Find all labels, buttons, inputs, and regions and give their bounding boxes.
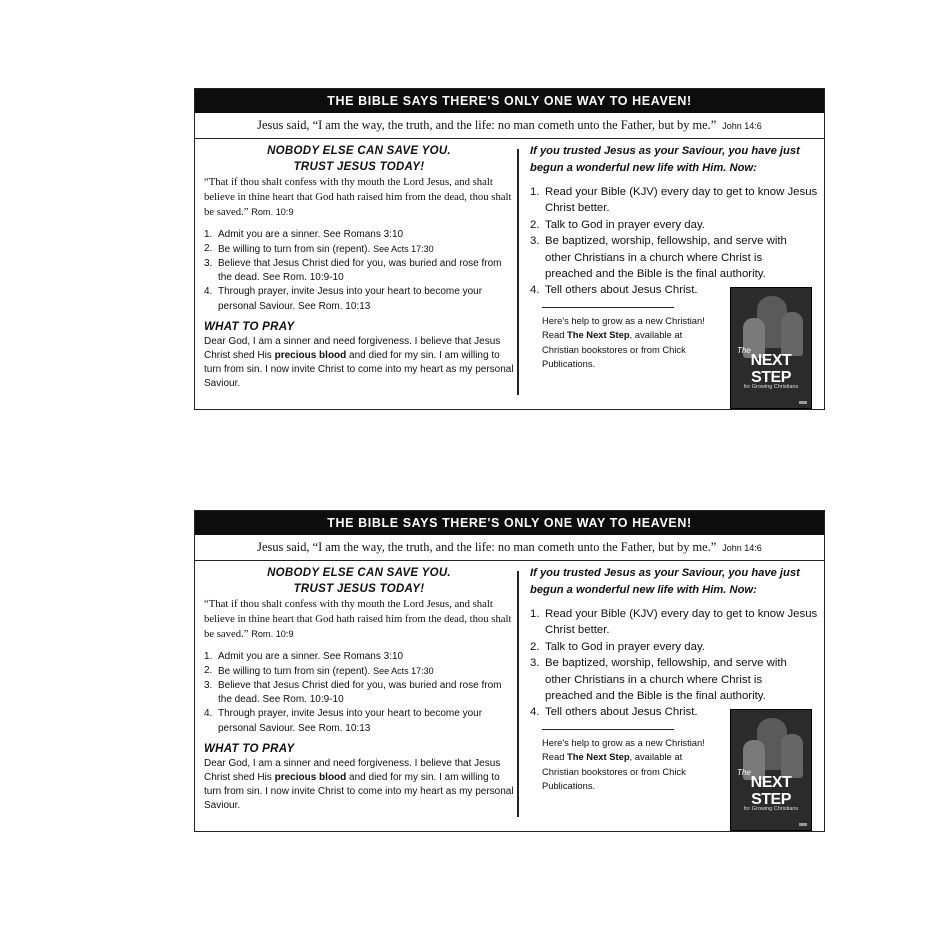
step-number: 2. <box>530 218 540 231</box>
cover-figure <box>781 734 803 778</box>
next-step-book-cover <box>730 287 812 409</box>
prayer-part: and died for my sin. I am willing to turn from sin. I now invite Christ to come into my heart as my personal Saviour. <box>204 350 514 390</box>
list-item <box>204 650 514 664</box>
salvation-steps <box>204 228 514 314</box>
step-reference: See Acts 17:30 <box>373 243 434 254</box>
publisher-logo-icon <box>799 823 807 826</box>
prayer-text <box>204 335 514 392</box>
tract-card <box>194 88 825 410</box>
cover-figure <box>781 312 803 356</box>
step-text: Read your Bible (KJV) every day to get to know Jesus Christ better. <box>545 186 818 215</box>
publisher-logo-icon <box>799 401 807 404</box>
step-text: Talk to God in prayer every day. <box>545 218 705 231</box>
quote-text: Jesus said, “I am the way, the truth, and the life: no man cometh unto the Father, but by me.” <box>257 118 717 132</box>
verse-reference: Rom. 10:9 <box>251 207 294 218</box>
step-number: 2. <box>204 242 213 254</box>
list-item <box>530 233 804 282</box>
left-heading-line1: NOBODY ELSE CAN SAVE YOU. <box>267 567 451 579</box>
step-number: 4. <box>204 286 213 298</box>
step-number: 3. <box>530 657 540 670</box>
list-item <box>530 655 804 704</box>
step-number: 1. <box>530 186 540 198</box>
step-number: 2. <box>530 640 540 653</box>
step-number: 2. <box>204 664 213 676</box>
column-divider <box>517 571 519 817</box>
step-text: Read your Bible (KJV) every day to get to know Jesus Christ better. <box>545 608 818 637</box>
help-part: , available at Christian bookstores or from Chick Publications. <box>542 751 686 792</box>
step-text: Tell others about Jesus Christ. <box>545 706 698 719</box>
left-heading-line2: TRUST JESUS TODAY! <box>293 161 425 173</box>
list-item <box>530 217 820 233</box>
list-item <box>204 707 514 735</box>
book-title-mention: The Next Step <box>567 751 630 763</box>
prayer-part: Dear God, I am a sinner and need forgiveness. I believe that Jesus Christ shed His <box>204 335 501 362</box>
cover-title: NEXT STEP <box>750 352 792 386</box>
step-text: Tell others about Jesus Christ. <box>545 284 698 297</box>
step-text: Admit you are a sinner. See Romans 3:10 <box>218 650 404 662</box>
step-text: Admit you are a sinner. See Romans 3:10 <box>218 228 404 240</box>
verse-reference: Rom. 10:9 <box>251 629 294 640</box>
step-number: 4. <box>204 708 213 720</box>
list-item <box>530 282 710 298</box>
prayer-emphasis: precious blood <box>274 350 347 362</box>
step-text: Believe that Jesus Christ died for you, was buried and rose from the dead. See Rom. 10:9-10 <box>218 680 502 706</box>
prayer-emphasis: precious blood <box>274 772 347 784</box>
step-text: Believe that Jesus Christ died for you, was buried and rose from the dead. See Rom. 10:9-10 <box>218 258 502 284</box>
step-text: Be baptized, worship, fellowship, and serve with other Christians in a church where Christ is preached and the Bible is the final authority. <box>545 235 787 281</box>
list-item <box>530 639 820 655</box>
list-item <box>204 242 514 257</box>
romans-verse <box>204 175 514 221</box>
new-life-steps <box>530 606 820 721</box>
step-text: Through prayer, invite Jesus into your heart to become your personal Saviour. See Rom. 10:13 <box>218 286 483 312</box>
step-number: 1. <box>204 228 213 240</box>
left-column <box>204 565 514 814</box>
pray-title: WHAT TO PRAY <box>204 320 295 333</box>
verse-text: “That if thou shalt confess with thy mouth the Lord Jesus, and shalt believe in thine heart that God hath raised him from the dead, thou shalt be saved.” <box>204 598 512 641</box>
cover-subtitle: for Growing Christians <box>743 806 799 812</box>
list-item <box>204 664 514 679</box>
book-title-mention: The Next Step <box>567 329 630 341</box>
john-quote <box>195 113 824 139</box>
cover-the: The <box>737 768 751 777</box>
left-column <box>204 143 514 392</box>
step-text: Talk to God in prayer every day. <box>545 640 705 653</box>
list-item <box>530 184 820 217</box>
right-column <box>530 565 820 812</box>
help-part: Here's help to grow as a new Christian! Read <box>542 314 705 341</box>
left-heading-line2: TRUST JESUS TODAY! <box>293 583 425 595</box>
pray-title: WHAT TO PRAY <box>204 742 295 755</box>
divider-rule <box>542 307 674 308</box>
step-number: 3. <box>204 680 213 692</box>
step-text: Be baptized, worship, fellowship, and serve with other Christians in a church where Christ is preached and the Bible is the final authority. <box>545 657 787 703</box>
list-item <box>530 606 820 639</box>
quote-text: Jesus said, “I am the way, the truth, and the life: no man cometh unto the Father, but by me.” <box>257 540 717 554</box>
card-header: THE BIBLE SAYS THERE'S ONLY ONE WAY TO HEAVEN! <box>195 89 824 113</box>
card-header: THE BIBLE SAYS THERE'S ONLY ONE WAY TO HEAVEN! <box>195 511 824 535</box>
right-heading: If you trusted Jesus as your Saviour, you have just begun a wonderful new life with Him. Now: <box>530 567 800 596</box>
help-part: Here's help to grow as a new Christian! Read <box>542 736 705 763</box>
cover-the: The <box>737 346 751 355</box>
salvation-steps <box>204 650 514 736</box>
prayer-part: Dear God, I am a sinner and need forgiveness. I believe that Jesus Christ shed His <box>204 757 501 784</box>
step-text: Be willing to turn from sin (repent). <box>218 243 371 255</box>
john-quote <box>195 535 824 561</box>
right-column <box>530 143 820 390</box>
cover-title: NEXT STEP <box>750 774 792 808</box>
help-text <box>542 736 717 794</box>
verse-text: “That if thou shalt confess with thy mouth the Lord Jesus, and shalt believe in thine heart that God hath raised him from the dead, thou shalt be saved.” <box>204 176 512 219</box>
step-number: 4. <box>530 284 540 297</box>
help-part: , available at Christian bookstores or from Chick Publications. <box>542 329 686 370</box>
step-reference: See Acts 17:30 <box>373 665 434 676</box>
list-item <box>204 257 514 285</box>
divider-rule <box>542 729 674 730</box>
step-text: Through prayer, invite Jesus into your heart to become your personal Saviour. See Rom. 10:13 <box>218 708 483 734</box>
cover-subtitle: for Growing Christians <box>743 384 799 390</box>
next-step-book-cover <box>730 709 812 831</box>
help-text <box>542 314 717 372</box>
new-life-steps <box>530 184 820 299</box>
column-divider <box>517 149 519 395</box>
list-item <box>204 228 514 242</box>
list-item <box>204 679 514 707</box>
list-item <box>530 704 710 720</box>
step-number: 3. <box>204 258 213 270</box>
step-number: 3. <box>530 235 540 248</box>
step-text: Be willing to turn from sin (repent). <box>218 665 371 677</box>
prayer-part: and died for my sin. I am willing to turn from sin. I now invite Christ to come into my heart as my personal Saviour. <box>204 772 514 812</box>
step-number: 1. <box>530 608 540 620</box>
quote-reference: John 14:6 <box>722 542 762 553</box>
right-heading: If you trusted Jesus as your Saviour, you have just begun a wonderful new life with Him. Now: <box>530 145 800 174</box>
list-item <box>204 285 514 313</box>
prayer-text <box>204 757 514 814</box>
romans-verse <box>204 597 514 643</box>
quote-reference: John 14:6 <box>722 120 762 131</box>
tract-card <box>194 510 825 832</box>
step-number: 1. <box>204 650 213 662</box>
step-number: 4. <box>530 706 540 719</box>
left-heading-line1: NOBODY ELSE CAN SAVE YOU. <box>267 145 451 157</box>
